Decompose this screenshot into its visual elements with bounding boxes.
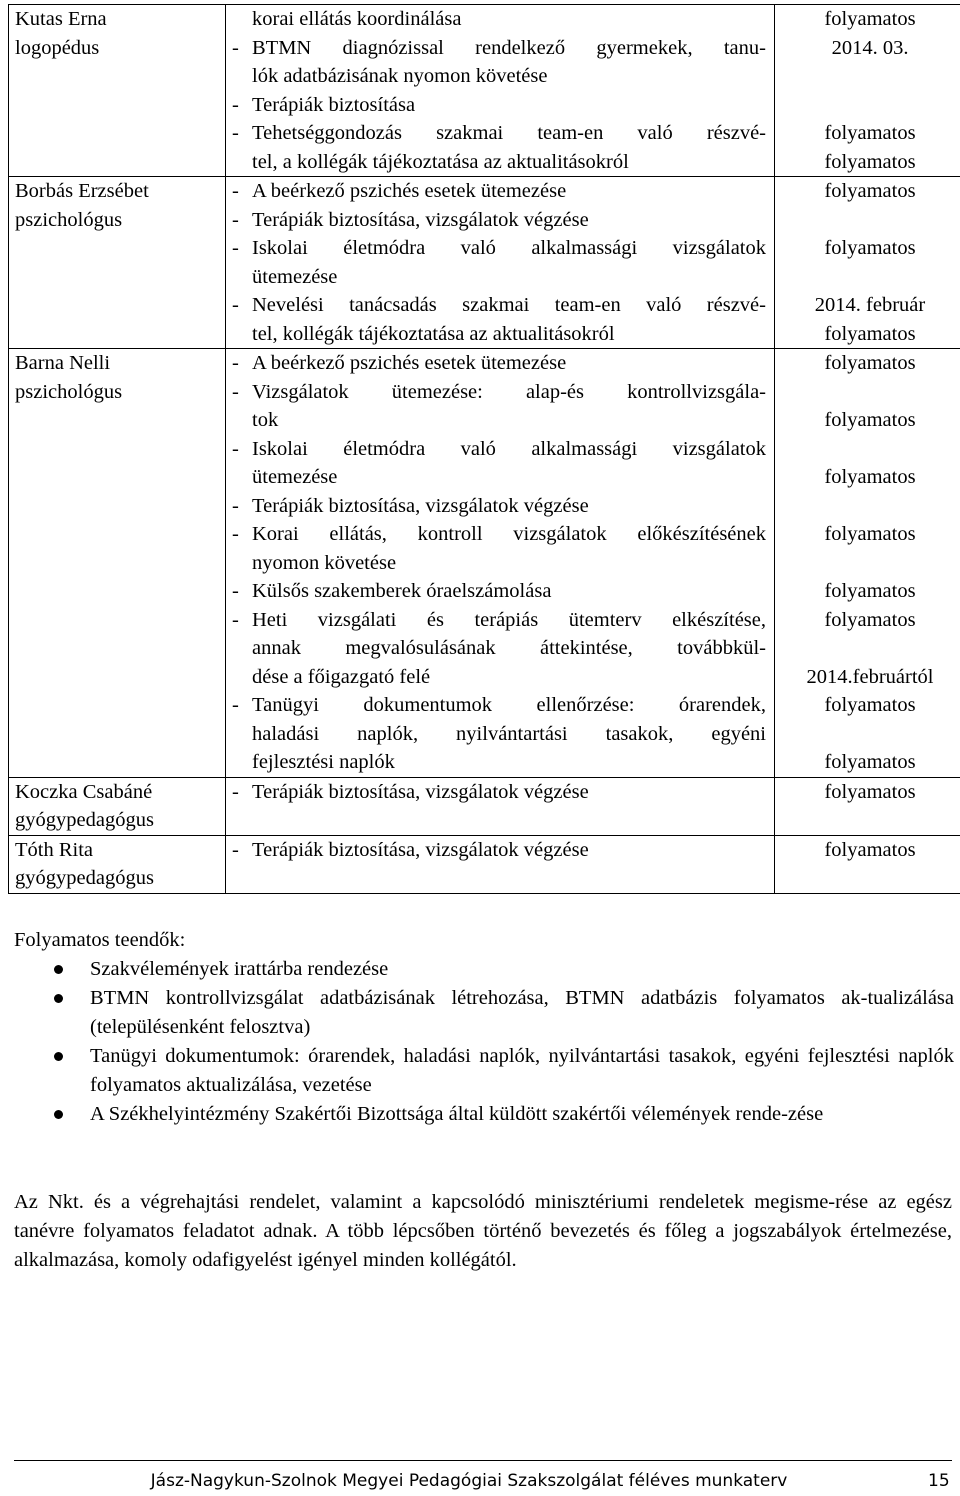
task-text: haladási naplók, nyilvántartási tasakok, egyéni: [252, 722, 766, 745]
task-dash: -: [232, 237, 239, 259]
footer-title: Jász-Nagykun-Szolnok Megyei Pedagógiai Szakszolgálat féléves munkaterv: [150, 1471, 788, 1491]
running-task-text: A Székhelyintézmény Szakértői Bizottsága által küldött szakértői vélemények rende-zése: [90, 1103, 824, 1125]
staff-task-table-body: [9, 5, 960, 894]
deadline-value: folyamatos: [824, 466, 916, 488]
staff-name: Borbás Erzsébet: [15, 180, 149, 202]
task-text: ütemezése: [252, 466, 338, 488]
staff-member-cell: [9, 177, 226, 349]
task-dash: -: [232, 608, 239, 631]
task-line: [232, 234, 766, 263]
task-line: [232, 577, 766, 606]
staff-role: gyógypedagógus: [15, 867, 154, 889]
task-dash: -: [232, 780, 239, 803]
task-line: [232, 691, 766, 720]
task-line: [232, 378, 766, 407]
task-text: Heti vizsgálati és terápiás ütemterv elkészítése,: [252, 608, 766, 631]
deadline-value: folyamatos: [824, 409, 916, 431]
task-text: A beérkező pszichés esetek ütemezése: [252, 352, 567, 374]
bullet-icon: [54, 994, 63, 1003]
task-line: [232, 5, 766, 34]
task-dash: [232, 406, 252, 435]
staff-row: [9, 835, 960, 893]
deadline-value: folyamatos: [824, 122, 916, 144]
task-text: tok: [252, 409, 279, 431]
task-dash: -: [232, 208, 239, 231]
deadline-cell: [775, 5, 960, 177]
task-line: [232, 520, 766, 549]
deadline-value: [775, 91, 960, 120]
task-dash: -: [232, 523, 239, 545]
running-tasks-list: [14, 955, 954, 1129]
task-dash: -: [232, 494, 239, 517]
task-text: tel, kollégák tájékoztatása az aktualitásokról: [252, 322, 615, 345]
deadline-value: [775, 435, 960, 464]
staff-member-cell: [9, 5, 226, 177]
staff-role: pszichológus: [15, 208, 123, 231]
task-line: [232, 62, 766, 91]
task-cell: [226, 5, 775, 177]
staff-row: [9, 5, 960, 177]
task-text: Vizsgálatok ütemezése: alap-és kontrollvizsgála-: [252, 380, 766, 403]
deadline-cell: [775, 835, 960, 893]
task-line: [232, 720, 766, 749]
deadline-value: [775, 634, 960, 663]
task-text: Külsős szakemberek óraelszámolása: [252, 580, 552, 602]
running-task-text: BTMN kontrollvizsgálat adatbázisának létrehozása, BTMN adatbázis folyamatos ak-tualizálása (településenként felosztva): [90, 987, 954, 1038]
task-dash: [232, 748, 252, 777]
task-dash: -: [232, 122, 239, 144]
deadline-value: folyamatos: [824, 580, 916, 602]
deadline-cell: [775, 349, 960, 778]
task-dash: [232, 463, 252, 492]
task-dash: [232, 663, 252, 692]
staff-row: [9, 349, 960, 778]
deadline-value: folyamatos: [824, 751, 916, 773]
task-dash: -: [232, 294, 239, 316]
task-dash: -: [232, 694, 239, 716]
staff-name: Barna Nelli: [15, 352, 111, 374]
task-dash: [232, 263, 252, 292]
running-task-text: Szakvélemények irattárba rendezése: [90, 958, 389, 980]
task-text: Terápiák biztosítása: [252, 93, 416, 116]
task-text: Terápiák biztosítása, vizsgálatok végzése: [252, 208, 589, 231]
deadline-value: folyamatos: [824, 150, 916, 173]
deadline-value: folyamatos: [824, 608, 916, 631]
task-line: [232, 778, 766, 807]
task-line: [232, 119, 766, 148]
task-text: Terápiák biztosítása, vizsgálatok végzése: [252, 494, 589, 517]
task-cell: [226, 835, 775, 893]
task-line: [232, 663, 766, 692]
deadline-value: folyamatos: [824, 180, 916, 202]
staff-member-cell: [9, 835, 226, 893]
staff-name: Kutas Erna: [15, 8, 107, 30]
task-line: [232, 291, 766, 320]
task-text: BTMN diagnózissal rendelkező gyermekek, tanu-: [252, 36, 766, 59]
task-text: nyomon követése: [252, 551, 397, 574]
task-cell: [226, 177, 775, 349]
task-text: Korai ellátás, kontroll vizsgálatok előkészítésének: [252, 523, 766, 545]
task-line: [232, 349, 766, 378]
deadline-value: [775, 720, 960, 749]
bullet-icon: [54, 1110, 63, 1119]
deadline-value: [775, 378, 960, 407]
task-text: dése a főigazgató felé: [252, 665, 431, 688]
task-dash: [232, 549, 252, 578]
task-text: lók adatbázisának nyomon követése: [252, 65, 548, 87]
deadline-value: [775, 549, 960, 578]
staff-row: [9, 177, 960, 349]
task-text: fejlesztési naplók: [252, 751, 395, 773]
deadline-cell: [775, 177, 960, 349]
deadline-value: folyamatos: [824, 322, 916, 345]
task-line: [232, 492, 766, 521]
deadline-value: 2014.februártól: [806, 665, 934, 688]
task-line: [232, 606, 766, 635]
task-dash: -: [232, 380, 239, 403]
deadline-value: 2014. 03.: [831, 36, 909, 59]
bullet-icon: [54, 965, 63, 974]
deadline-value: [775, 263, 960, 292]
task-text: Iskolai életmódra való alkalmassági vizsgálatok: [252, 437, 766, 460]
task-line: [232, 748, 766, 777]
deadline-value: folyamatos: [824, 8, 916, 30]
task-dash: [232, 148, 252, 177]
task-line: [232, 91, 766, 120]
task-text: Terápiák biztosítása, vizsgálatok végzése: [252, 780, 589, 803]
deadline-cell: [775, 777, 960, 835]
deadline-value: 2014. február: [814, 294, 926, 316]
deadline-value: folyamatos: [824, 352, 916, 374]
deadline-value: [775, 206, 960, 235]
task-dash: -: [232, 352, 239, 374]
deadline-value: folyamatos: [824, 780, 916, 803]
task-line: [232, 549, 766, 578]
task-line: [232, 435, 766, 464]
deadline-value: folyamatos: [824, 694, 916, 716]
staff-task-table: [8, 4, 960, 894]
task-dash: [232, 634, 252, 663]
task-line: [232, 34, 766, 63]
running-task-item: [14, 1100, 954, 1129]
task-text: annak megvalósulásának áttekintése, továbbkül-: [252, 637, 766, 659]
staff-name: Koczka Csabáné: [15, 780, 153, 803]
running-task-text: Tanügyi dokumentumok: órarendek, haladási naplók, nyilvántartási tasakok, egyéni fejlesztési naplók folyamatos aktualizálása, vezetése: [90, 1045, 954, 1096]
running-task-item: [14, 1042, 954, 1100]
task-dash: [232, 5, 252, 34]
bullet-icon: [54, 1052, 63, 1061]
task-dash: [232, 720, 252, 749]
task-line: [232, 463, 766, 492]
staff-role: pszichológus: [15, 380, 123, 403]
task-line: [232, 634, 766, 663]
running-tasks-title: Folyamatos teendők:: [14, 929, 186, 951]
staff-row: [9, 777, 960, 835]
task-line: [232, 320, 766, 349]
task-text: ütemezése: [252, 265, 338, 288]
task-dash: -: [232, 93, 239, 116]
task-text: Tanügyi dokumentumok ellenőrzése: órarendek,: [252, 694, 766, 716]
task-dash: -: [232, 437, 239, 460]
task-cell: [226, 349, 775, 778]
task-text: Terápiák biztosítása, vizsgálatok végzése: [252, 838, 589, 861]
task-line: [232, 263, 766, 292]
staff-member-cell: [9, 349, 226, 778]
task-text: Nevelési tanácsadás szakmai team-en való részvé-: [252, 294, 766, 316]
closing-paragraph: Az Nkt. és a végrehajtási rendelet, valamint a kapcsolódó minisztériumi rendeletek megisme-rése az egész tanévre folyamatos feladatot adnak. A több lépcsőben történő bevezetés és főleg a jogszabályok értelmezése, alkalmazása, komoly odafigyelést igényel minden kollégától.: [14, 1191, 952, 1271]
task-cell: [226, 777, 775, 835]
task-text: Tehetséggondozás szakmai team-en való részvé-: [252, 122, 766, 144]
footer-divider: [14, 1460, 952, 1461]
staff-role: logopédus: [15, 36, 100, 59]
staff-member-cell: [9, 777, 226, 835]
deadline-value: [775, 492, 960, 521]
task-line: [232, 406, 766, 435]
task-dash: [232, 62, 252, 91]
task-line: [232, 836, 766, 865]
page-number: 15: [928, 1471, 950, 1491]
task-line: [232, 177, 766, 206]
task-text: korai ellátás koordinálása: [252, 8, 462, 30]
deadline-value: folyamatos: [824, 237, 916, 259]
task-dash: [232, 320, 252, 349]
task-text: Iskolai életmódra való alkalmassági vizsgálatok: [252, 237, 766, 259]
deadline-value: [775, 62, 960, 91]
deadline-value: folyamatos: [824, 838, 916, 861]
staff-role: gyógypedagógus: [15, 809, 154, 831]
task-line: [232, 148, 766, 177]
task-dash: -: [232, 180, 239, 202]
task-dash: -: [232, 36, 239, 59]
task-dash: -: [232, 580, 239, 602]
task-line: [232, 206, 766, 235]
staff-name: Tóth Rita: [15, 838, 94, 861]
task-text: A beérkező pszichés esetek ütemezése: [252, 180, 567, 202]
running-task-item: [14, 984, 954, 1042]
task-dash: -: [232, 838, 239, 861]
task-text: tel, a kollégák tájékoztatása az aktualitásokról: [252, 150, 629, 173]
running-task-item: [14, 955, 954, 984]
deadline-value: folyamatos: [824, 523, 916, 545]
